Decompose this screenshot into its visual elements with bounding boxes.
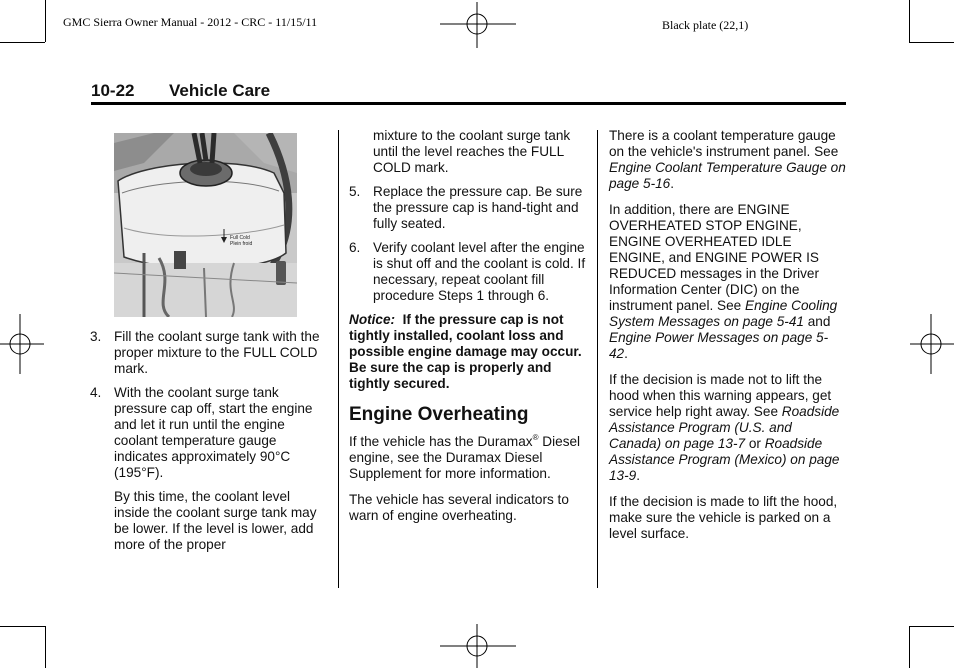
subsection-heading: Engine Overheating bbox=[349, 404, 529, 425]
not-lift-hood-paragraph: If the decision is made not to lift the hood when this warning appears, get service help right away. See Roadside Assistance Program (U.S. and Canada) on page 13-7 or Roadside Assistance Program (Mexico) on page 13-9. bbox=[609, 372, 840, 483]
page-number: 10-22 bbox=[91, 81, 135, 100]
column-divider bbox=[338, 130, 339, 588]
step-text: Verify coolant level after the engine is shut off and the coolant is cold. If necessary, repeat coolant fill procedure Steps 1 through 6. bbox=[373, 240, 586, 303]
crop-mark bbox=[909, 42, 954, 43]
xref-roadside-us-canada[interactable]: Roadside Assistance Program (U.S. and Canada) on page 13-7 bbox=[609, 404, 840, 451]
crop-mark bbox=[909, 0, 910, 42]
full-cold-label-fr: Plein froid bbox=[230, 241, 253, 247]
column-3 bbox=[609, 128, 847, 552]
crop-mark bbox=[909, 626, 954, 627]
registration-mark-left bbox=[0, 312, 44, 374]
crop-mark bbox=[909, 626, 910, 668]
crop-mark bbox=[0, 626, 45, 627]
column-1 bbox=[90, 329, 328, 561]
registration-mark-top bbox=[440, 2, 516, 50]
dic-messages-paragraph: In addition, there are ENGINE OVERHEATED STOP ENGINE, ENGINE OVERHEATED IDLE ENGINE, and ENGINE POWER IS REDUCED messages in the Driver Information Center (DIC) on the instrument panel. See Engine Cooling System Messages on page 5-41 and Engine Power Messages on page 5-42. bbox=[609, 202, 838, 361]
step-6 bbox=[349, 240, 589, 304]
duramax-paragraph: If the vehicle has the Duramax® Diesel engine, see the Duramax Diesel Supplement for more information. bbox=[349, 433, 581, 481]
step-4-continuation: mixture to the coolant surge tank until the level reaches the FULL COLD mark. bbox=[373, 128, 571, 175]
print-header-right: Black plate (22,1) bbox=[662, 18, 749, 32]
xref-roadside-mexico[interactable]: Roadside Assistance Program (Mexico) on page 13-9 bbox=[609, 436, 840, 483]
crop-mark bbox=[0, 42, 45, 43]
step-4 bbox=[90, 385, 328, 481]
step-text: With the coolant surge tank pressure cap off, start the engine and let it run until the engine coolant temperature gauge indicates approximately 90°C (195°F). bbox=[114, 385, 313, 480]
gauge-paragraph: There is a coolant temperature gauge on the vehicle's instrument panel. See Engine Coolant Temperature Gauge on page 5-16. bbox=[609, 128, 846, 191]
step-5 bbox=[349, 184, 589, 232]
registration-mark-bottom bbox=[440, 622, 516, 668]
registration-mark-right bbox=[910, 312, 954, 374]
xref-engine-coolant-gauge[interactable]: Engine Coolant Temperature Gauge on page 5-16 bbox=[609, 160, 846, 191]
step-number: 3. bbox=[90, 329, 102, 344]
lift-hood-paragraph: If the decision is made to lift the hood, make sure the vehicle is parked on a level surface. bbox=[609, 494, 838, 541]
crop-mark bbox=[45, 0, 46, 42]
step-text: Replace the pressure cap. Be sure the pressure cap is hand-tight and fully seated. bbox=[373, 184, 583, 231]
step-number: 4. bbox=[90, 385, 102, 400]
column-divider bbox=[597, 130, 598, 588]
step-number: 6. bbox=[349, 240, 361, 255]
xref-cooling-system-messages[interactable]: Engine Cooling System Messages on page 5-41 bbox=[609, 298, 838, 329]
xref-engine-power-messages[interactable]: Engine Power Messages on page 5-42 bbox=[609, 330, 829, 361]
section-title: Vehicle Care bbox=[169, 81, 271, 100]
indicators-paragraph: The vehicle has several indicators to warn of engine overheating. bbox=[349, 492, 569, 523]
crop-mark bbox=[45, 626, 46, 668]
step-text: Fill the coolant surge tank with the proper mixture to the FULL COLD mark. bbox=[114, 329, 320, 376]
notice-text: If the pressure cap is not tightly installed, coolant loss and possible engine damage may occur. Be sure the cap is properly and tightly secured. bbox=[349, 312, 582, 391]
step-3 bbox=[90, 329, 328, 377]
coolant-surge-tank-figure bbox=[114, 133, 297, 317]
step-4-continuation: By this time, the coolant level inside the coolant surge tank may be lower. If the level is lower, add more of the proper bbox=[114, 489, 317, 552]
step-number: 5. bbox=[349, 184, 361, 199]
heading-rule bbox=[91, 102, 846, 105]
full-cold-label: Full Cold bbox=[230, 235, 250, 241]
print-header-left: GMC Sierra Owner Manual - 2012 - CRC - 11/15/11 bbox=[63, 15, 318, 29]
notice bbox=[349, 312, 589, 392]
notice-label: Notice: bbox=[349, 312, 396, 327]
column-2 bbox=[349, 128, 589, 534]
section-heading bbox=[91, 81, 270, 101]
registered-mark: ® bbox=[532, 433, 539, 442]
